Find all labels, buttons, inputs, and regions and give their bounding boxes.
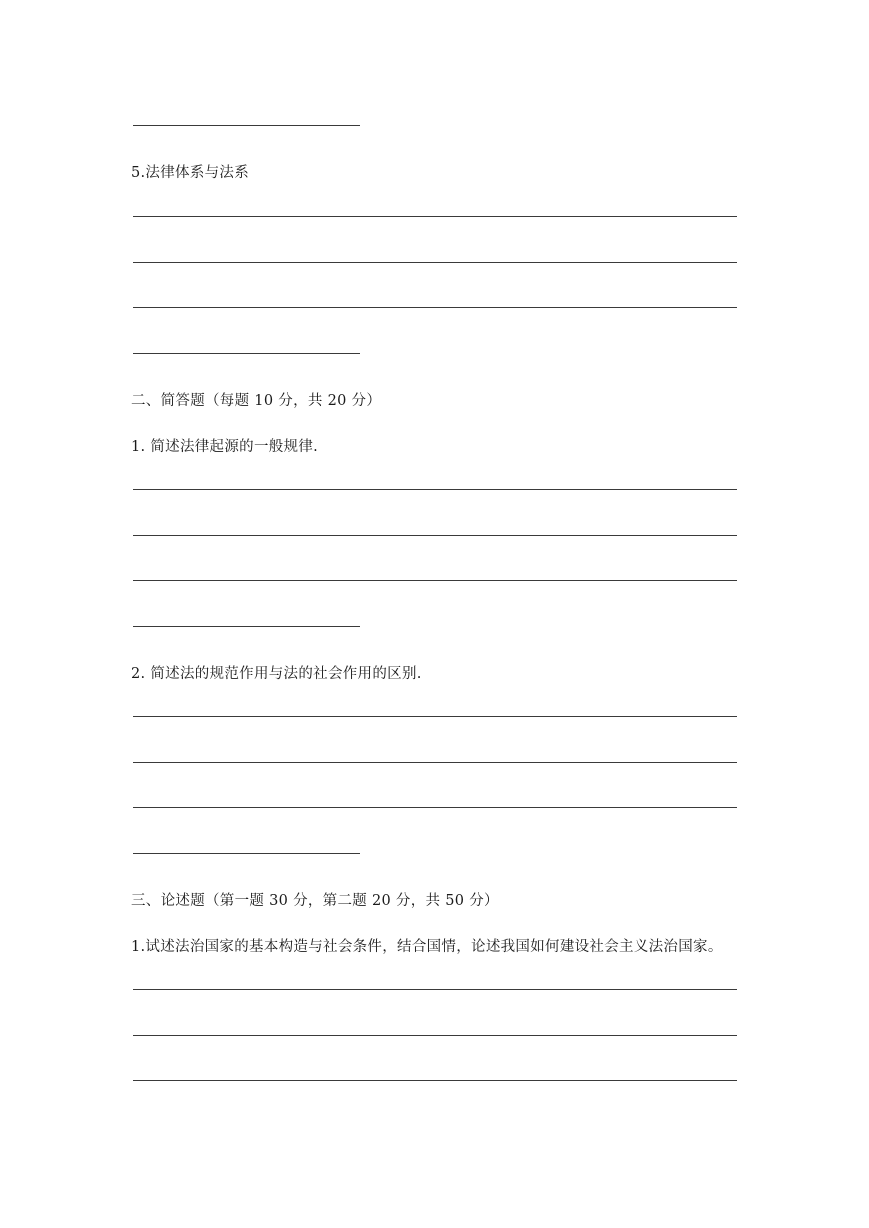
section-heading-short-answer: 二、简答题（每题 10 分，共 20 分）: [131, 393, 382, 409]
answer-line: [133, 626, 360, 627]
answer-line: [133, 807, 737, 808]
answer-line: [133, 989, 737, 990]
question-2-1: 1. 简述法律起源的一般规律.: [131, 439, 319, 455]
answer-line: [133, 353, 360, 354]
answer-line: [133, 1035, 737, 1036]
answer-line: [133, 307, 737, 308]
answer-line: [133, 489, 737, 490]
answer-line: [133, 535, 737, 536]
question-3-1: 1.试述法治国家的基本构造与社会条件，结合国情，论述我国如何建设社会主义法治国家。: [131, 939, 723, 955]
section-heading-essay: 三、论述题（第一题 30 分，第二题 20 分，共 50 分）: [131, 893, 499, 909]
answer-line: [133, 853, 360, 854]
question-2-2: 2. 简述法的规范作用与法的社会作用的区别.: [131, 666, 422, 682]
answer-line: [133, 716, 737, 717]
question-5: 5.法律体系与法系: [131, 165, 250, 181]
answer-line: [133, 125, 360, 126]
answer-line: [133, 216, 737, 217]
answer-line: [133, 762, 737, 763]
answer-line: [133, 580, 737, 581]
answer-line: [133, 262, 737, 263]
answer-line: [133, 1080, 737, 1081]
